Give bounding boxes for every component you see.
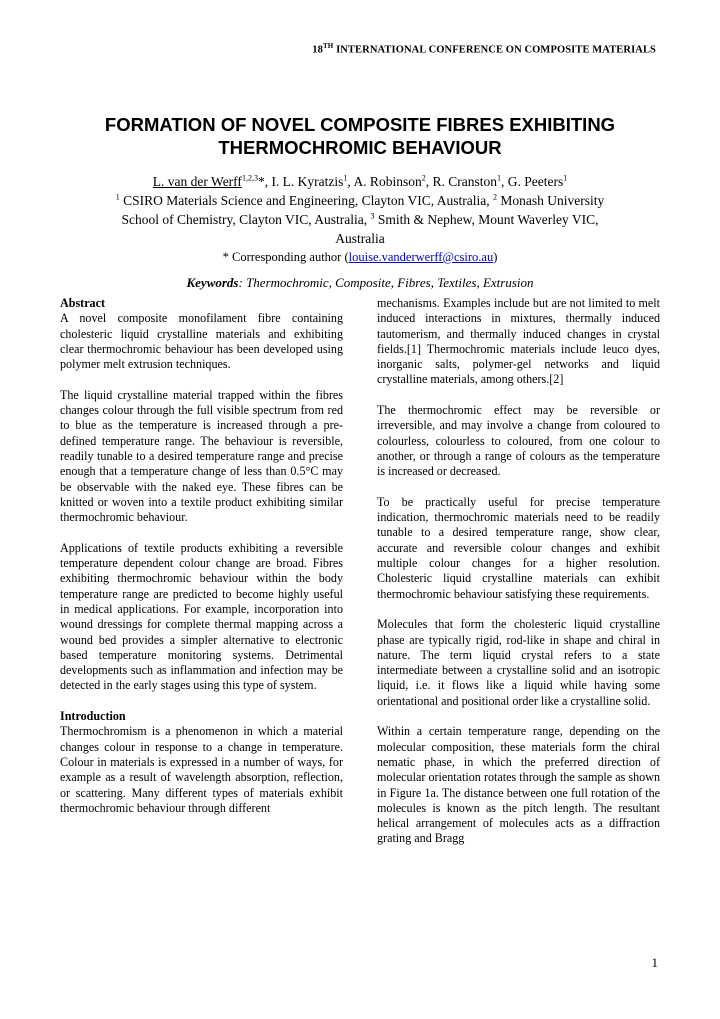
abstract-heading: Abstract — [60, 296, 106, 310]
author-1-sup: 1,2,3 — [241, 173, 258, 183]
page-number: 1 — [651, 955, 658, 970]
running-header — [312, 42, 656, 56]
abstract-paragraph-3: Applications of textile products exhibiting a reversible temperature dependent colour change are broad. Fibres exhibiting thermochromic behaviour within the body temperature range are predicted to become highly useful in medical applications. For example, incorporation into wound dressings for complete thermal mapping across a wound bed provides a simpler alternative to electronic based temperature monitoring systems. Detrimental developments such as inflammation and infection may be detected in the early stages using this type of system. — [60, 540, 343, 693]
introduction-heading: Introduction — [60, 709, 126, 724]
affiliation-1-sup: 1 — [115, 192, 120, 202]
author-4: R. Cranston — [432, 174, 497, 189]
author-3: A. Robinson — [353, 174, 422, 189]
abstract-paragraph-2: The liquid crystalline material trapped within the fibres changes colour through the full visible spectrum from red to blue as the temperature is increased through a pre-defined temperature range. The behaviour is reversible, readily tunable to a desired temperature range and precise enough that a temperature change of less than 0.5°C may be observable with the naked eye. These fibres can be knitted or woven into a textile product exhibiting similar thermochromic behaviour. — [60, 387, 343, 525]
author-5: G. Peeters — [507, 174, 564, 189]
paper-title — [60, 113, 660, 159]
keywords-label: Keywords — [186, 275, 239, 290]
affiliation-2: Monash University School of Chemistry, Clayton VIC, Australia, — [121, 193, 605, 227]
right-paragraph-3: To be practically useful for precise temperature indication, thermochromic materials need to be readily tunable to a desired temperature range, show clear, accurate and reversible colour changes and exhibit multiple colour changes for a higher resolution. Cholesteric liquid crystalline materials can exhibit thermochromic behaviour satisfying these requirements. — [377, 494, 660, 601]
header-ordinal: 18 — [312, 44, 323, 56]
author-sep: , — [347, 174, 354, 189]
corresponding-label: * Corresponding author ( — [222, 250, 349, 264]
author-4-sup: 1 — [496, 173, 501, 183]
author-3-sup: 2 — [421, 173, 426, 183]
title-line-2: THERMOCHROMIC BEHAVIOUR — [218, 137, 502, 158]
author-sep: , — [500, 174, 508, 189]
affiliation-1: CSIRO Materials Science and Engineering, Clayton VIC, Australia, — [119, 193, 493, 208]
header-ordinal-sup: TH — [323, 42, 334, 50]
right-paragraph-4: Molecules that form the cholesteric liquid crystalline phase are typically rigid, rod-like in shape and chiral in nature. The term liquid crystal refers to a state intermediate between a crystalline solid and an isotropic liquid, i.e. it flows like a liquid while having some orientational and positional order like a crystalline solid. — [377, 617, 660, 708]
author-2-sup: 1 — [343, 173, 348, 183]
keywords-line — [60, 275, 660, 291]
right-paragraph-2: The thermochromic effect may be reversible or irreversible, and may involve a change from coloured to colourless, colourless to coloured, from one colour to another, or through a range of colours as the temperature is increased or decreased. — [377, 403, 660, 479]
affiliation-2-sup: 2 — [492, 192, 497, 202]
author-block — [96, 172, 624, 267]
author-1: L. van der Werff — [152, 174, 242, 189]
affiliations — [96, 191, 624, 248]
author-2: I. L. Kyratzis — [271, 174, 344, 189]
corresponding-email-link[interactable]: louise.vanderwerff@csiro.au — [348, 250, 494, 264]
header-text: INTERNATIONAL CONFERENCE ON COMPOSITE MATERIALS — [336, 44, 656, 56]
left-column — [60, 296, 343, 816]
corresponding-author — [96, 248, 624, 267]
author-sep: , — [425, 174, 433, 189]
author-sep: *, — [257, 174, 272, 189]
corresponding-close: ) — [493, 250, 498, 264]
author-list — [96, 172, 624, 191]
abstract-paragraph-1: A novel composite monofilament fibre containing cholesteric liquid crystalline materials and exhibiting clear thermochromic behaviour has been developed using polymer melt extrusion techniques. — [60, 311, 343, 372]
right-paragraph-1: mechanisms. Examples include but are not limited to melt induced interactions in mixtures, thermally induced tautomerism, and thermally induced changes in crystal fields.[1] Thermochromic materials include leuco dyes, inorganic salts, polymer-gel networks and liquid crystalline materials, among others.[2] — [377, 296, 660, 387]
affiliation-3-sup: 3 — [370, 211, 375, 221]
introduction-paragraph-1: Thermochromism is a phenomenon in which a material changes colour in response to a change in temperature. Colour in materials is expressed in a number of ways, for example as a result of wavelength absorption, reflection, or scattering. Many different types of materials exhibit thermochromic behaviour through different — [60, 724, 343, 815]
keywords-text: : Thermochromic, Composite, Fibres, Textiles, Extrusion — [238, 275, 534, 290]
right-column — [377, 296, 660, 847]
title-line-1: FORMATION OF NOVEL COMPOSITE FIBRES EXHIBITING — [104, 114, 616, 135]
right-paragraph-5: Within a certain temperature range, depending on the molecular composition, these materials form the chiral nematic phase, in which the preferred direction of molecular orientation rotates through the sample as shown in Figure 1a. The distance between one full rotation of the molecules is known as the pitch length. The resultant helical arrangement of molecules acts as a diffraction grating and Bragg — [377, 724, 660, 846]
author-5-sup: 1 — [563, 173, 568, 183]
affiliation-3: Smith & Nephew, Mount Waverley VIC, Australia — [335, 212, 599, 246]
